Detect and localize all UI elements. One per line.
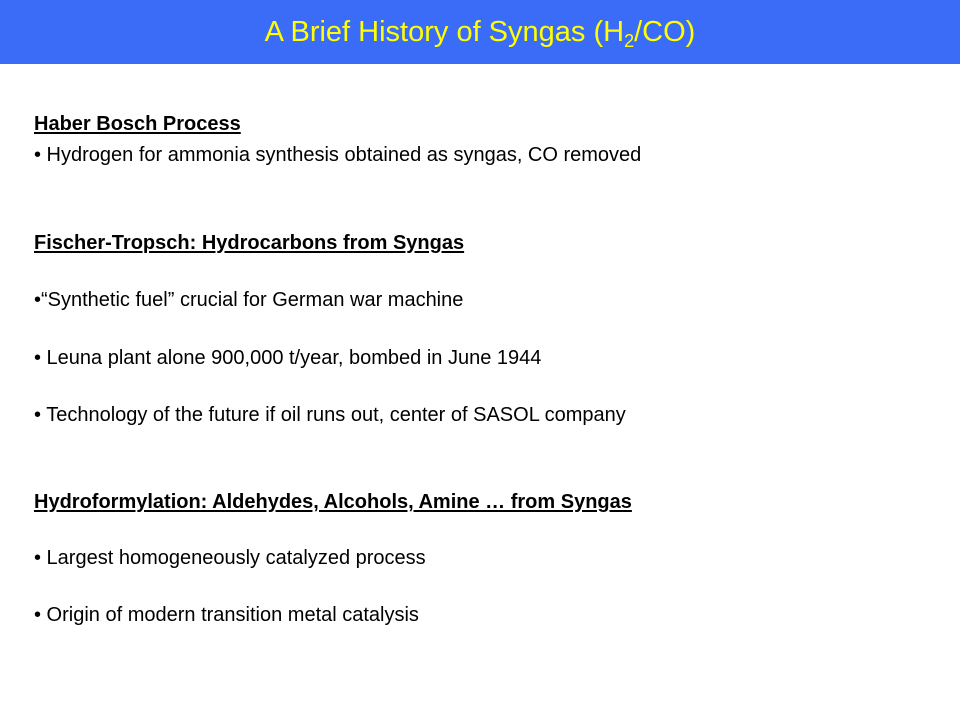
title-prefix: A Brief History of Syngas (H	[264, 16, 625, 48]
section-heading-fischer-tropsch: Fischer-Tropsch: Hydrocarbons from Syngas	[34, 232, 465, 254]
bullet-fischer-tropsch-2: • Leuna plant alone 900,000 t/year, bombed in June 1944	[34, 347, 542, 369]
bullet-hydroformylation-2: • Origin of modern transition metal catalysis	[34, 604, 419, 626]
slide-title	[0, 14, 960, 50]
title-suffix: /CO)	[634, 16, 696, 48]
title-bar	[0, 0, 960, 64]
section-heading-hydroformylation: Hydroformylation: Aldehydes, Alcohols, Amine … from Syngas	[34, 491, 632, 513]
title-subscript: 2	[624, 31, 635, 51]
section-heading-haber-bosch: Haber Bosch Process	[34, 113, 241, 135]
bullet-fischer-tropsch-3: • Technology of the future if oil runs out, center of SASOL company	[34, 404, 626, 426]
bullet-fischer-tropsch-1: •“Synthetic fuel” crucial for German war machine	[34, 289, 464, 311]
bullet-haber-bosch-1: • Hydrogen for ammonia synthesis obtained as syngas, CO removed	[34, 144, 642, 166]
bullet-hydroformylation-1: • Largest homogeneously catalyzed process	[34, 547, 426, 569]
